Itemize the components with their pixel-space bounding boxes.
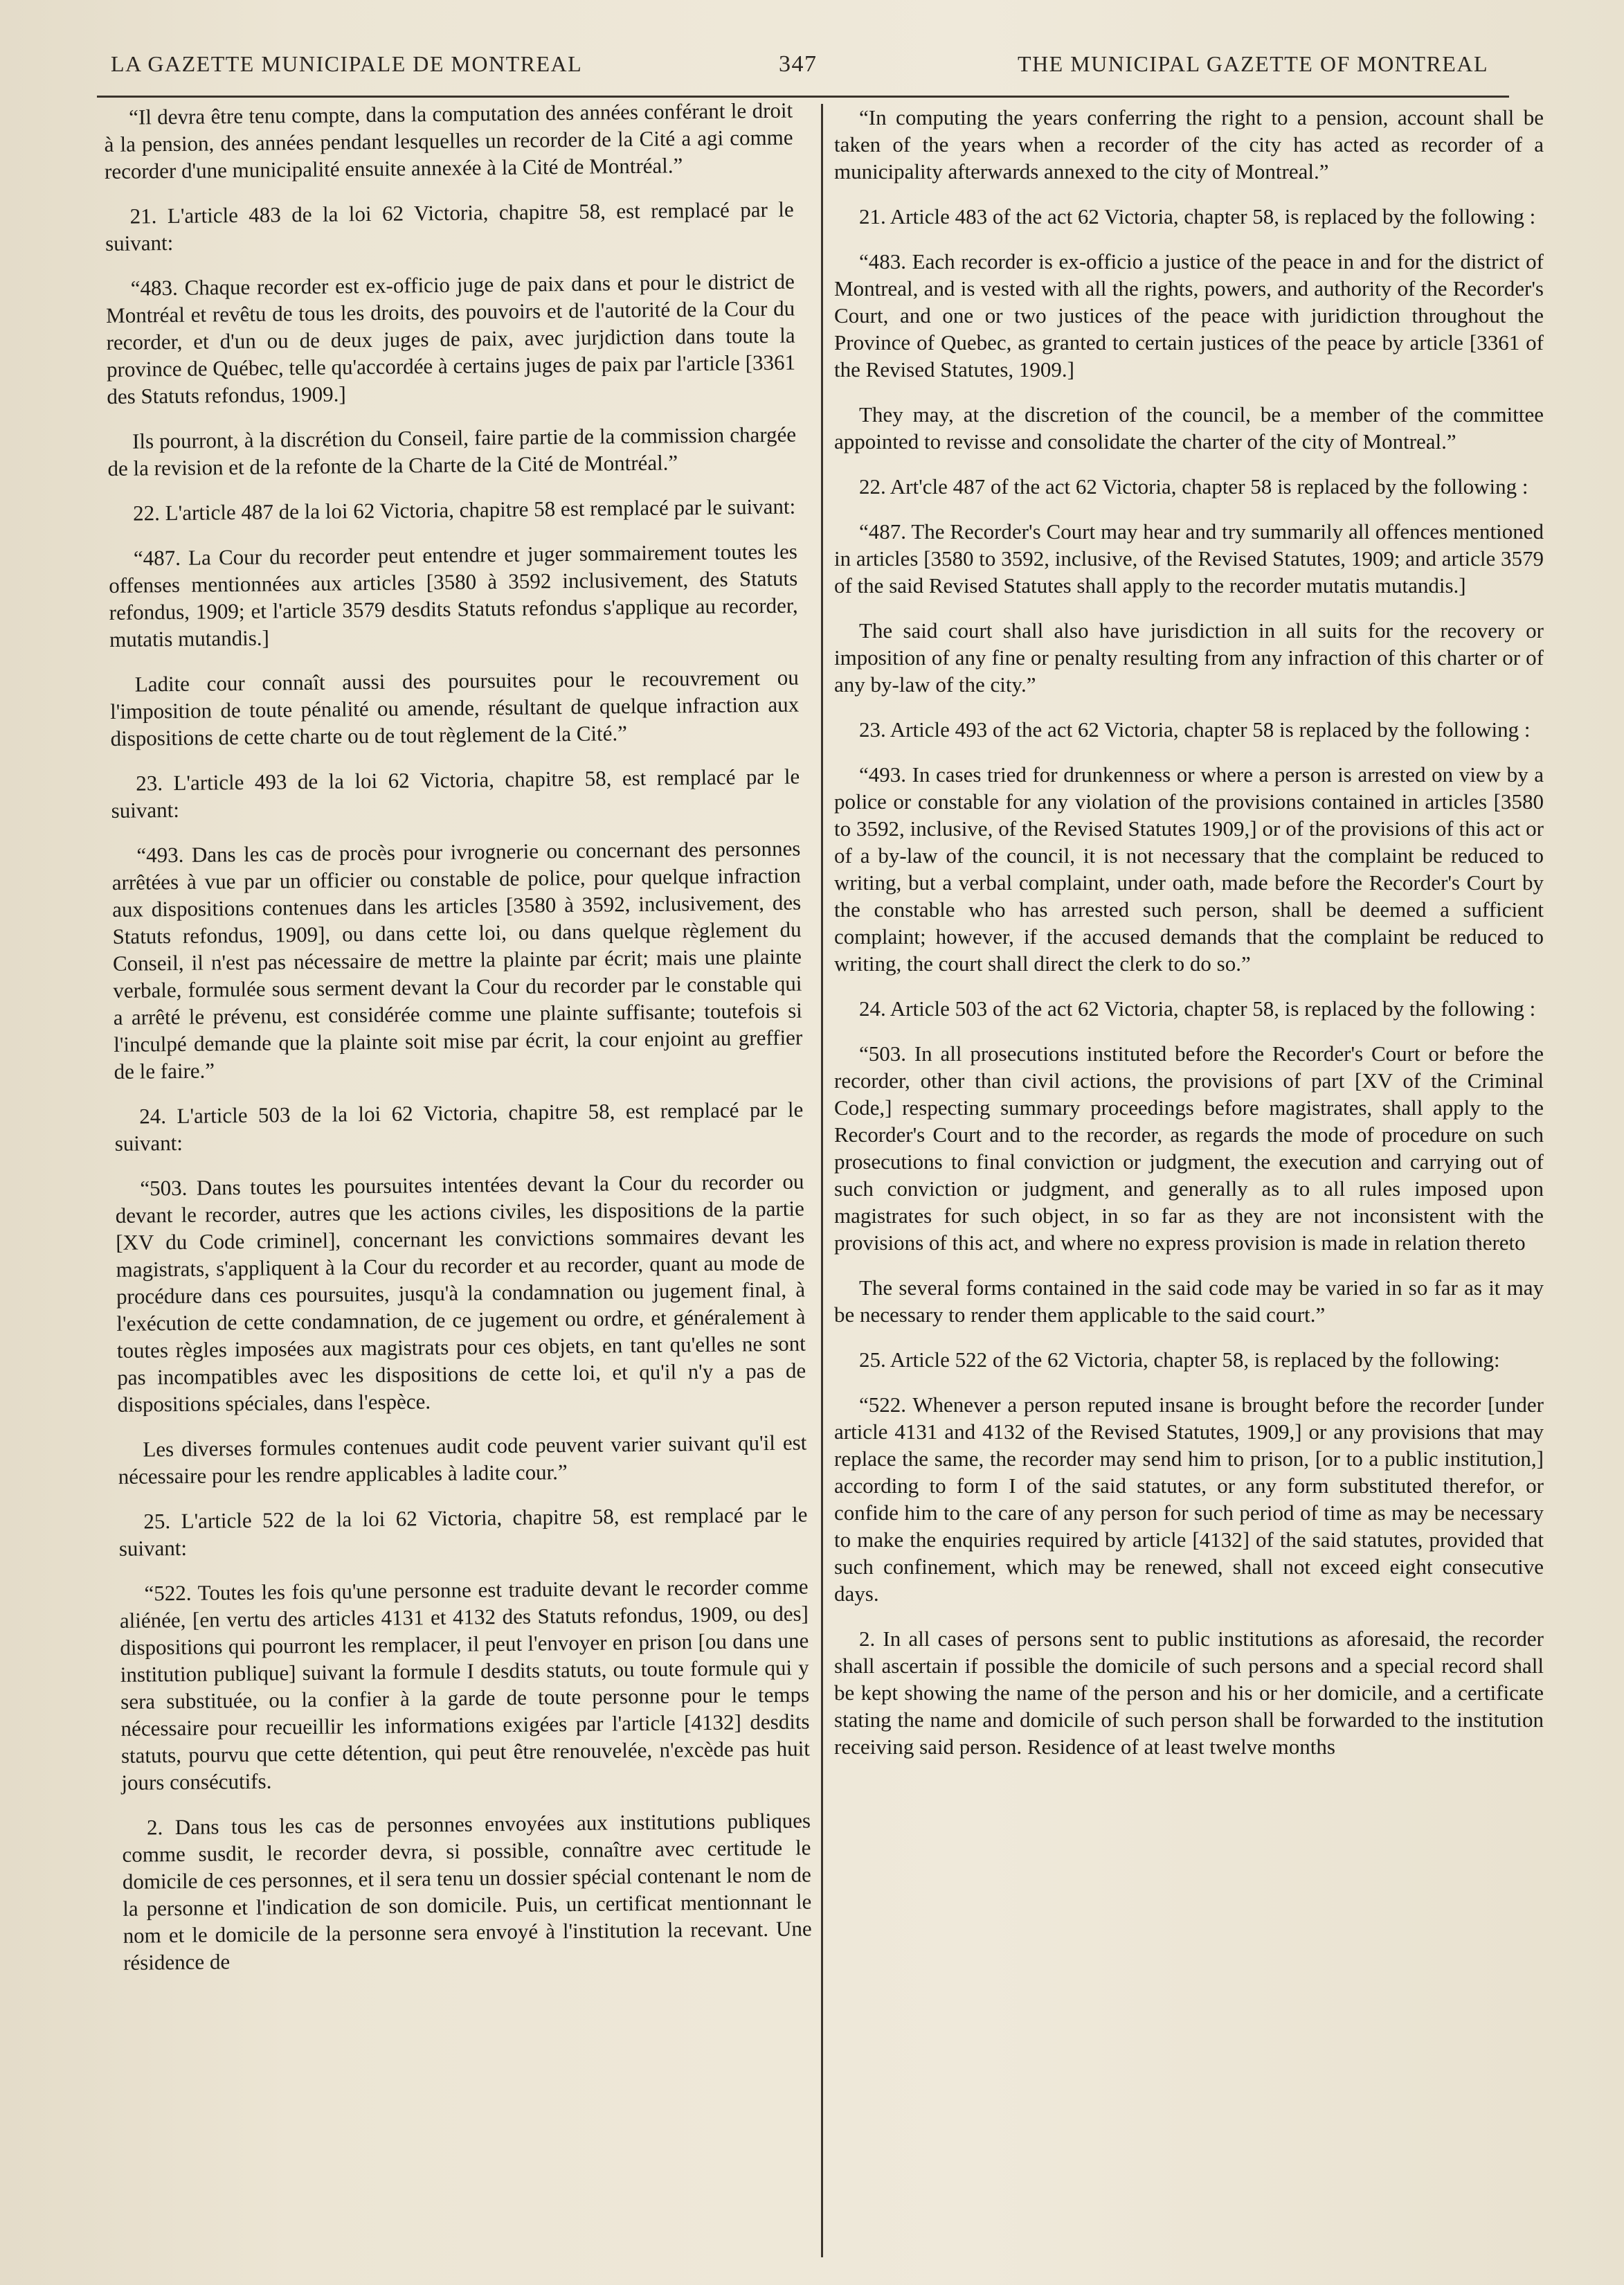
paragraph: Ladite cour connaît aussi des poursuites pour le recouvrement ou l'imposition de toute pénalité ou amende, résultant de quelque infraction aux dispositions de cette charte ou de tout règlement de la Cité.” <box>110 665 800 751</box>
paragraph: They may, at the discretion of the council, be a member of the committee appointed to revisse and consolidate the charter of the city of Montreal.” <box>834 402 1544 454</box>
paragraph: “483. Each recorder is ex-officio a justice of the peace in and for the district of Montreal, and is vested with all the rights, powers, and authority of the Recorder's Court, and one or two justices of the peace with juridiction throughout the Province of Quebec, as granted to certain justices of the peace by article [3361 of the Revised Statutes, 1909.] <box>834 249 1544 382</box>
paragraph: Ils pourront, à la discrétion du Conseil, faire partie de la commission chargée de la revision et de la refonte de la Charte de la Cité de Montréal.” <box>107 422 797 481</box>
column-divider <box>821 104 823 2257</box>
header-left-title: LA GAZETTE MUNICIPALE DE MONTREAL <box>111 51 583 76</box>
article-heading: 22. Art'cle 487 of the act 62 Victoria, chapter 58 is replaced by the following : <box>859 474 1528 499</box>
paragraph: The several forms contained in the said code may be varied in so far as it may be necessary to render them applicable to the said court.” <box>834 1275 1544 1327</box>
paragraph: “503. Dans toutes les poursuites intentées devant la Cour du recorder ou devant le recorder, autres que les actions civiles, les dispositions de la partie [XV du Code criminel], concernant les convictions sommaires devant les magistrats, s'appliquent à la Cour du recorder et au recorder, quant au mode de procédure dans ces poursuites, jusqu'à la condamnation ou jugement final, à l'exécution de cette condamnation, de ce jugement ou ordre, et généralement à toutes règles imposées aux magistrats pour ces objets, en tant qu'elles ne sont pas incompatibles avec les dispositions de cette loi, et qu'il n'y a pas de dispositions spéciales, dans l'espèce. <box>115 1169 806 1417</box>
article-heading: 22. L'article 487 de la loi 62 Victoria, chapitre 58 est remplacé par le suivant: <box>133 494 796 526</box>
paragraph: “503. In all prosecutions instituted before the Recorder's Court or before the recorder, other than civil actions, the provisions of part [XV of the Criminal Code,] respecting summary proceedings before magistrates, shall apply to the Recorder's Court and to the recorder, as regards the mode of procedure on such prosecutions to final conviction or judgment, the execution and carrying out of such conviction or judgment, and generally as to all rules imposed upon magistrates for such object, in so far as they are not inconsistent with the provisions of this act, and where no express provision is made in relation thereto <box>834 1041 1544 1255</box>
paragraph: “487. La Cour du recorder peut entendre et juger sommairement toutes les offenses mentionnées aux articles [3580 à 3592 inclusivement, des Statuts refondus, 1909; et l'article 3579 desdits Statuts refondus s'applique au recorder, mutatis mutandis.] <box>109 539 798 652</box>
paragraph: “493. Dans les cas de procès pour ivrognerie ou concernant des personnes arrêtées à vue par un officier ou constable de police, pour quelque infraction aux dispositions contenues dans les articles [3580 à 3592, inclusivement, des Statuts refondus, 1909], ou dans cette loi, ou dans quelque règlement du Conseil, il n'est pas nécessaire de mettre la plainte par écrit; mais une plainte verbale, formulée sous serment devant la Cour du recorder par le constable qui a arrêté le prévenu, est considérée comme une plainte suffisante; toutefois si l'inculpé demande que la plainte soit mise par écrit, la cour enjoint au greffier de le faire.” <box>111 836 803 1084</box>
paragraph: “522. Toutes les fois qu'une personne est traduite devant le recorder comme aliénée, [en vertu des articles 4131 et 4132 des Statuts refondus, 1909, ou des] dispositions qui pourront les remplacer, il peut l'envoyer en prison [ou dans une institution publique] suivant la formule I desdits statuts, ou toute formule qui y sera substituée, ou la confier à la garde de toute personne pour le temps nécessaire pour recueillir les informations exigées par l'article [4132] desdits statuts, pourvu que cette détention, qui peut être renouvelée, n'excède pas huit jours consécutifs. <box>119 1574 811 1795</box>
paragraph: 2. In all cases of persons sent to public institutions as aforesaid, the recorder shall ascertain if possible the domicile of such persons and a special record shall be kept showing the name of the person and his or her domicile, and a certificate stating the name and domicile of such person shall be forwarded to the institution receiving said person. Residence of at least twelve months <box>834 1627 1544 1759</box>
article-heading: 21. Article 483 of the act 62 Victoria, chapter 58, is replaced by the following : <box>859 204 1536 228</box>
page-number: 347 <box>779 51 818 77</box>
article-heading: 24. Article 503 of the act 62 Victoria, chapter 58, is replaced by the following : <box>859 996 1536 1021</box>
article-heading: 21. L'article 483 de la loi 62 Victoria, chapitre 58, est remplacé par le suivant: <box>105 197 794 256</box>
paragraph: “487. The Recorder's Court may hear and try summarily all offences mentioned in articles [3580 to 3592, inclusive, of the Revised Statutes, 1909; and article 3579 of the said Revised Statutes shall apply to the recorder mutatis mutandis.] <box>834 519 1544 598</box>
paragraph: The said court shall also have jurisdiction in all suits for the recovery or imposition of any fine or penalty resulting from any infraction of this charter or of any by-law of the city.” <box>834 618 1544 697</box>
header-rule <box>97 96 1509 98</box>
paragraph: “522. Whenever a person reputed insane is brought before the recorder [under article 4131 and 4132 of the Revised Statutes, 1909,] or any provisions that may replace the same, the recorder may send him to prison, [or to a public institution,] according to form I of the said statutes, or any form substituted therefor, or confide him to the care of any person for such period of time as may be necessary to make the enquiries required by article [4132] of the said statutes, provided that such confinement, which may be renewed, shall not exceed eight consecutive days. <box>834 1392 1544 1606</box>
paragraph: “483. Chaque recorder est ex-officio juge de paix dans et pour le district de Montréal et revêtu de tous les droits, des pouvoirs et de l'autorité de la Cour du recorder, et d'un ou de deux juges de paix, avec jurjdiction dans toute la province de Québec, telle qu'accordée à certains juges de paix par l'article [3361 des Statuts refondus, 1909.] <box>106 269 796 409</box>
article-heading: 23. Article 493 of the act 62 Victoria, chapter 58 is replaced by the following : <box>859 717 1531 742</box>
paragraph: “493. In cases tried for drunkenness or where a person is arrested on view by a police or constable for any violation of the provisions contained in articles [3580 to 3592, inclusive, of the Revised Statutes 1909,] or of the provisions of this act or of a by-law of the council, it is not necessary that the complaint be reduced to writing, but a verbal complaint, under oath, made before the Recorder's Court by the constable who has arrested such person, shall be deemed a sufficient complaint; however, if the accused demands that the complaint be reduced to writing, the court shall direct the clerk to do so.” <box>834 762 1544 976</box>
paragraph: “Il devra être tenu compte, dans la computation des années conférant le droit à la pension, des années pendant lesquelles un recorder de la Cité a agi comme recorder d'une municipalité ensuite annexée à la Cité de Montréal.” <box>104 98 793 183</box>
paragraph: 2. Dans tous les cas de personnes envoyées aux institutions publiques comme susdit, le recorder devra, si possible, connaître avec certitude le domicile de ces personnes, et il sera tenu un dossier spécial contenant le nom de la personne et l'indication de son domicile. Puis, un certificat mentionnant le nom et le domicile de la personne sera envoyé à l'institution la recevant. Une résidence de <box>122 1808 812 1975</box>
page-header <box>104 48 1495 90</box>
article-heading: 25. L'article 522 de la loi 62 Victoria, chapitre 58, est remplacé par le suivant: <box>118 1502 808 1561</box>
article-heading: 25. Article 522 of the 62 Victoria, chapter 58, is replaced by the following: <box>859 1347 1500 1372</box>
french-column <box>104 97 813 1994</box>
english-column <box>834 104 1544 1778</box>
header-right-title: THE MUNICIPAL GAZETTE OF MONTREAL <box>1018 51 1488 76</box>
article-heading: 24. L'article 503 de la loi 62 Victoria, chapitre 58, est remplacé par le suivant: <box>114 1097 804 1156</box>
paragraph: “In computing the years conferring the right to a pension, account shall be taken of the years when a recorder of the city has acted as recorder of a municipality afterwards annexed to the city of Montreal.” <box>834 105 1544 183</box>
article-heading: 23. L'article 493 de la loi 62 Victoria, chapitre 58, est remplacé par le suivant: <box>111 764 800 823</box>
paragraph: Les diverses formules contenues audit code peuvent varier suivant qu'il est nécessaire pour les rendre applicables à ladite cour.” <box>118 1430 807 1489</box>
